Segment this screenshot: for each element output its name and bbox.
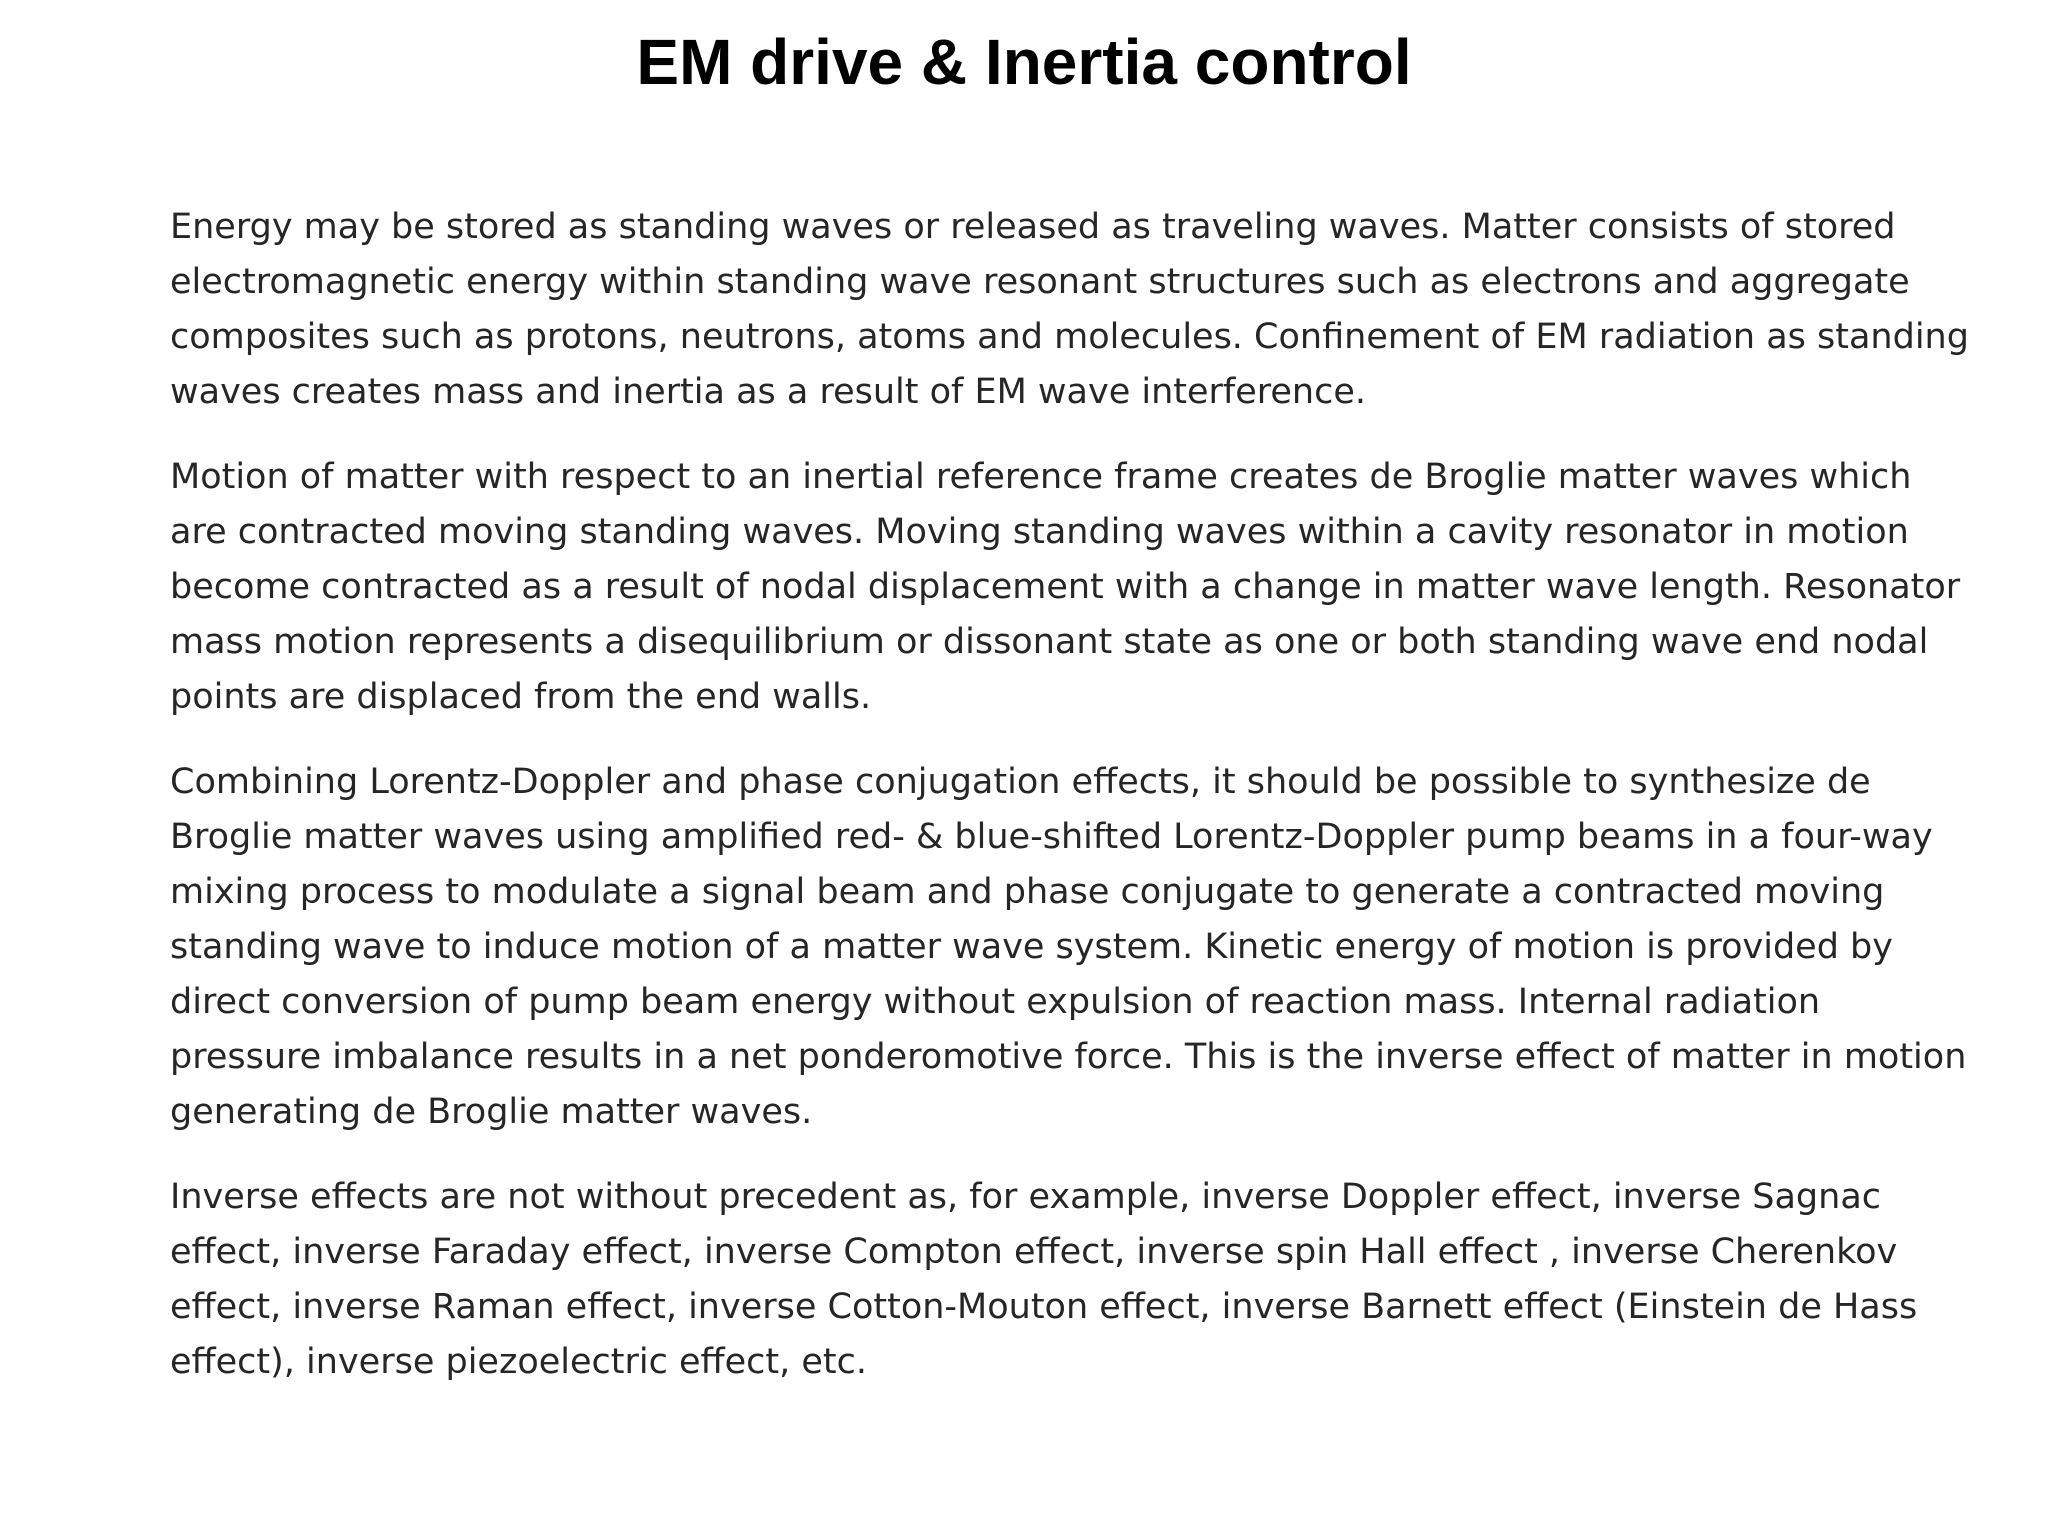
paragraph-lorentz-doppler: Combining Lorentz-Doppler and phase conjugation effects, it should be possible to synthesize de Broglie matter waves using amplified red- & blue-shifted Lorentz-Doppler pump beams in a four-way mixing process to modulate a signal beam and phase conjugate to generate a contracted moving standing wave to induce motion of a matter wave system. Kinetic energy of motion is provided by direct conversion of pump beam energy without expulsion of reaction mass. Internal radiation pressure imbalance results in a net ponderomotive force. This is the inverse effect of matter in motion generating de Broglie matter waves. (170, 762, 1967, 1132)
slide-body (170, 200, 1970, 1420)
paragraph-energy-storage: Energy may be stored as standing waves or released as traveling waves. Matter consists of stored electromagnetic energy within standing wave resonant structures such as electrons and aggregate composites such as protons, neutrons, atoms and molecules. Confinement of EM radiation as standing waves creates mass and inertia as a result of EM wave interference. (170, 207, 1969, 412)
paragraph-inverse-effects: Inverse effects are not without precedent as, for example, inverse Doppler effect, inverse Sagnac effect, inverse Faraday effect, inverse Compton effect, inverse spin Hall effect , inverse Cherenkov effect, inverse Raman effect, inverse Cotton-Mouton effect, inverse Barnett effect (Einstein de Hass effect), inverse piezoelectric effect, etc. (170, 1177, 1918, 1382)
paragraph-matter-motion: Motion of matter with respect to an inertial reference frame creates de Broglie matter waves which are contracted moving standing waves. Moving standing waves within a cavity resonator in motion become contracted as a result of nodal displacement with a change in matter wave length. Resonator mass motion represents a disequilibrium or dissonant state as one or both standing wave end nodal points are displaced from the end walls. (170, 457, 1961, 717)
slide-title: EM drive & Inertia control (636, 26, 1412, 98)
